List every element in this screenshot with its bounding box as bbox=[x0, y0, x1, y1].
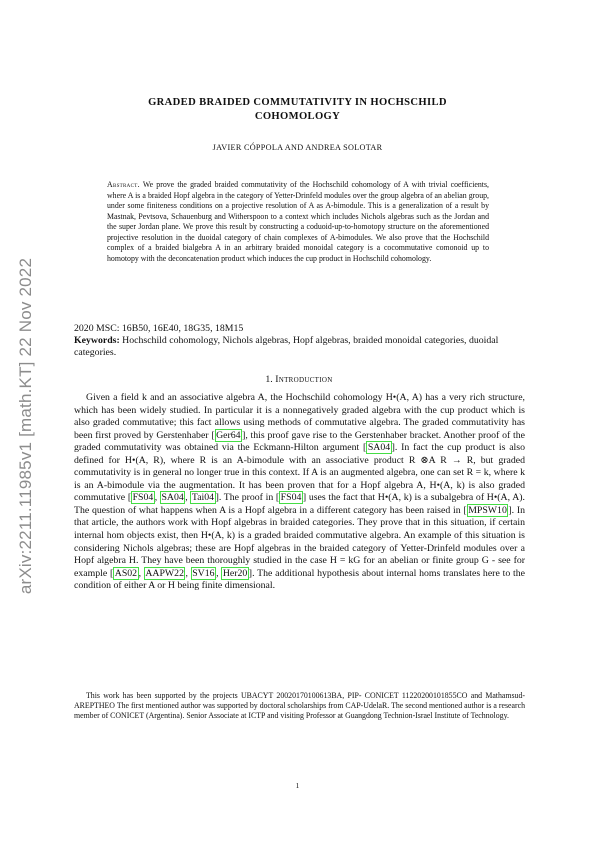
keywords-text: Hochschild cohomology, Nichols algebras, Hopf algebras, braided monoidal categories, duoidal categories. bbox=[74, 335, 499, 359]
msc-classification: 2020 MSC: 16B50, 16E40, 18G35, 18M15 bbox=[74, 323, 244, 334]
citation-link[interactable]: AS02 bbox=[114, 567, 138, 579]
abstract bbox=[107, 180, 489, 264]
keywords bbox=[74, 335, 524, 360]
intro-text: . The additional hypothesis about internal homs translates here to the condition of either A or H being finite dimensional. bbox=[74, 567, 525, 592]
citation-link[interactable]: FS04 bbox=[132, 492, 154, 504]
keywords-label: Keywords: bbox=[74, 335, 120, 346]
citation-separator: , bbox=[154, 492, 160, 504]
citation-link[interactable]: SA04 bbox=[367, 442, 391, 454]
intro-text: . In that article, the authors work with Hopf algebras in braided categories. They prove that in this situation, if certain internal hom objects exist, then H•(A, k) is a graded braided commutative algebra. An example of this situation is considering Nichols algebras; these are Hopf algebras in the braided category of Yetter-Drinfeld modules over a Hopf algebra H. They have been thoroughly studied in the case H = kG for an abelian or finite group G - see for example bbox=[74, 504, 525, 579]
intro-text: . In fact the cup product is also defined for H•(A, R), where R is an A-bimodule with an associative product R ⊗A R → R, but graded commutativity is in general no longer true in this context. If A is an augmented algebra, one can set R = k, where k is an A-bimodule via the augmentation. It has been proven that for a Hopf algebra A, H•(A, k) is also graded commutative bbox=[74, 442, 525, 504]
citation-separator: , bbox=[185, 492, 191, 504]
intro-text: Given a field k and an associative algebra A, the Hochschild cohomology H•(A, A) has a very rich structure, which has been widely studied. In particular it is a nonnegatively graded algebra with the cup product which is also graded commutative; this fact allows using methods of commutative algebra. The graded commutativity has been first proved by Gerstenhaber bbox=[74, 392, 525, 441]
intro-text: . The proof in bbox=[218, 492, 276, 504]
title-line-1: GRADED BRAIDED COMMUTATIVITY IN HOCHSCHILD bbox=[148, 97, 447, 108]
page-number: 1 bbox=[295, 781, 300, 790]
section-heading bbox=[74, 374, 524, 385]
section-title: Introduction bbox=[275, 374, 333, 385]
abstract-label: Abstract. bbox=[107, 180, 140, 189]
abstract-text: We prove the graded braided commutativity of the Hochschild cohomology of A with trivial coefficients, where A is a braided Hopf algebra in the category of Yetter-Drinfeld modules over the group algebra of an abelian group, under some finiteness conditions on a projective resolution of A as A-bimodule. This is a generalization of a result by Mastnak, Pevtsova, Schauenburg and Witherspoon to a context which includes Nichols algebras such as the Jordan and the super Jordan plane. We prove this result by constructing a coduoid-up-to-homotopy structure on the aforementioned projective resolution in the duoidal category of chain complexes of A-bimodules. We also prove that the Hochschild complex of a braided bialgebra A in an arbitrary braided monoidal category is a cocommutative comonoid up to homotopy with the deconcatenation product which induces the cup product in Hochschild cohomology. bbox=[107, 180, 489, 263]
citation-link[interactable]: SA04 bbox=[161, 492, 184, 504]
arxiv-id-text: arXiv:2211.11985v1 [math.KT] 22 Nov 2022 bbox=[16, 257, 35, 595]
title-line-2: COHOMOLOGY bbox=[254, 111, 341, 122]
citation-link[interactable]: MPSW10 bbox=[468, 504, 507, 516]
citation-link[interactable]: Her20 bbox=[222, 567, 248, 579]
paper-title bbox=[70, 96, 525, 124]
intro-text: uses the fact that H•(A, k) is a subalgebra of H•(A, A). The question of what happens when A is a Hopf algebra in a different category has been raised in bbox=[74, 492, 525, 516]
citation-separator: , bbox=[138, 567, 144, 579]
citation-link[interactable]: FS04 bbox=[280, 492, 302, 504]
citation-link[interactable]: SV16 bbox=[192, 567, 215, 579]
footnote: This work has been supported by the projects UBACYT 20020170100613BA, PIP- CONICET 11220200101855CO and Mathamsud-AREPTHEO The first mentioned author was supported by doctoral scholarships from CAP-UdelaR. The second mentioned author is a research member of CONICET (Argentina). Senior Associate at ICTP and visiting Professor at Guangdong Technion-Israel Institute of Technology. bbox=[74, 691, 525, 720]
citation-separator: , bbox=[185, 567, 191, 579]
intro-text: , this proof gave rise to the Gerstenhaber bracket. Another proof of the graded commutativity was obtained via the Eckmann-Hilton argument bbox=[74, 429, 525, 454]
citation-link[interactable]: Tai04 bbox=[191, 492, 215, 504]
citation-separator: , bbox=[216, 567, 222, 579]
citation-link[interactable]: AAPW22 bbox=[145, 567, 184, 579]
section-number: 1. bbox=[265, 374, 273, 385]
citation-link[interactable]: Ger64 bbox=[216, 429, 241, 441]
arxiv-identifier bbox=[14, 216, 38, 636]
authors: JAVIER CÓPPOLA AND ANDREA SOLOTAR bbox=[212, 143, 383, 152]
introduction-paragraph: Given a field k and an associative algebra A, the Hochschild cohomology H•(A, A) has a very rich structure, which has been widely studied. In particular it is a nonnegatively graded algebra with the cup product which is also graded commutative; this fact allows using methods of commutative algebra. The graded commutativity has been first proved by Gerstenhaber [ Ger64 ], this proof gave rise to the Gerstenhaber bracket. Another proof of the graded commutativity was obtained via the Eckmann-Hilton argument [ SA04 ]. In fact the cup product is also defined for H•(A, R), where R is an A-bimodule with an associative product R ⊗A R → R, but graded commutativity is in general no longer true in this context. If A is an augmented algebra, one can set R = k, where k is an A-bimodule via the augmentation. It has been proven that for a Hopf algebra A, H•(A, k) is also graded commutative [ FS04 , SA04 , Tai04 ]. The proof in [ FS04 ] uses the fact that H•(A, k) is a subalgebra of H•(A, A). The question of what happens when A is a Hopf algebra in a different category has been raised in [ MPSW10 ]. In that article, the authors work with Hopf algebras in braided categories. They prove that in this situation, if certain internal hom objects exist, then H•(A, k) is a graded braided commutative algebra. An example of this situation is considering Nichols algebras; these are Hopf algebras in the braided category of Yetter-Drinfeld modules over a Hopf algebra H. They have been thoroughly studied in the case H = kG for an abelian or finite group G - see for example [ AS02 , AAPW22 , SV16 , Her20 ]. The additional hypothesis about internal homs translates here to the condition of either A or H being finite dimensional. bbox=[74, 392, 525, 592]
